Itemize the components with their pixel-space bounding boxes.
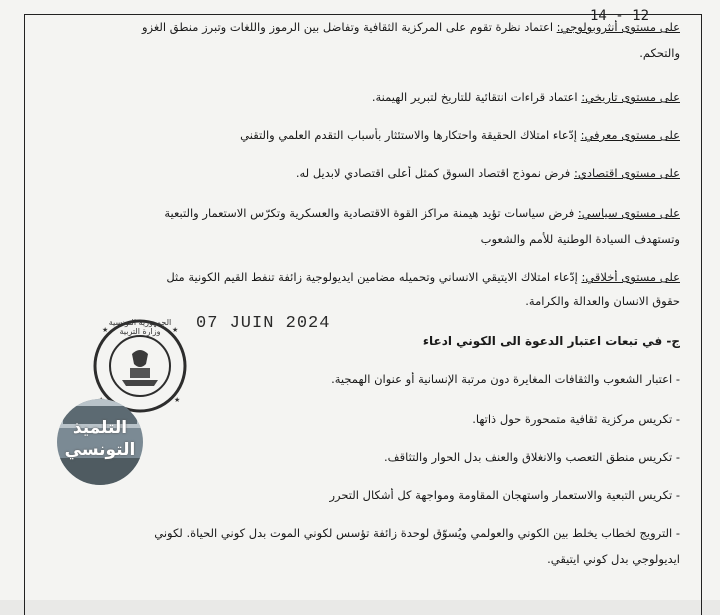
paragraph-text: إدّعاء امتلاك الحقيقة واحتكارها والاستئثار بأسباب التقدم العلمي والتقني xyxy=(240,128,581,142)
paragraph-label: على مستوى أنثروبولوجي: xyxy=(556,20,680,34)
paragraph-political xyxy=(20,206,680,221)
list-item: - تكريس منطق التعصب والانغلاق والعنف بدل الحوار والتثاقف. xyxy=(384,450,680,464)
paragraph-ethical xyxy=(20,270,680,285)
watermark-text-bottom: التونسي xyxy=(64,440,136,460)
svg-text:★: ★ xyxy=(174,396,181,404)
paragraph-label: على مستوى معرفي: xyxy=(580,128,680,142)
paragraph-continuation: ايديولوجي بدل كوني ايتيقي. xyxy=(547,552,680,566)
paragraph-label: على مستوى تاريخي: xyxy=(581,90,680,104)
list-item: - تكريس مركزية ثقافية متمحورة حول ذاتها. xyxy=(472,412,680,426)
svg-text:★: ★ xyxy=(102,326,109,334)
date-stamp: 07 JUIN 2024 xyxy=(196,314,331,333)
paragraph-text: فرض نموذج اقتصاد السوق كمثل أعلى اقتصادي لابديل له. xyxy=(295,166,574,180)
stamp-text: الجمهورية التونسية وزارة التربية xyxy=(108,318,172,336)
paragraph-text: فرض سياسات تؤيد هيمنة مراكز القوة الاقتصادية والعسكرية وتكرّس الاستعمار والتبعية xyxy=(164,206,578,220)
paragraph-continuation: والتحكم. xyxy=(639,46,680,60)
paragraph-continuation: وتستهدف السيادة الوطنية للأمم والشعوب xyxy=(480,232,680,246)
svg-text:★: ★ xyxy=(172,326,179,334)
paragraph-continuation: حقوق الانسان والعدالة والكرامة. xyxy=(525,294,680,308)
paragraph-historical xyxy=(20,90,680,105)
paragraph-label: على مستوى اقتصادي: xyxy=(573,166,680,180)
paragraph-label: على مستوى أخلاقي: xyxy=(581,270,680,284)
section-heading: ج- في تبعات اعتبار الدعوة الى الكوني ادعاء xyxy=(422,334,680,348)
list-item: - اعتبار الشعوب والثقافات المغايرة دون مرتبة الإنسانية أو عنوان الهمجية. xyxy=(331,372,680,386)
paragraph-label: على مستوى سياسي: xyxy=(577,206,680,220)
paragraph-text: اعتماد قراءات انتقائية للتاريخ لتبرير الهيمنة. xyxy=(371,90,582,104)
list-item: - الترويج لخطاب يخلط بين الكوني والعولمي ويُسوّق لوحدة زائفة تؤسس لكوني الموت بدل كوني الحياة. لكوني xyxy=(154,526,680,540)
paragraph-anthropological xyxy=(20,20,680,35)
paragraph-economic xyxy=(20,166,680,181)
paragraph-epistemic xyxy=(20,128,680,143)
watermark-text-top: التلميذ xyxy=(72,418,128,438)
list-item: - تكريس التبعية والاستعمار واستهجان المقاومة ومواجهة كل أشكال التحرر xyxy=(329,488,680,502)
paragraph-text: اعتماد نظرة تقوم على المركزية الثقافية وتفاضل بين الرموز واللغات وتبرز منطق الغزو xyxy=(141,20,557,34)
paragraph-text: إدّعاء امتلاك الايتيقي الانساني وتحميله مضامين ايديولوجية زائفة تنفط القيم الكونية مثل xyxy=(166,270,582,284)
page-number: 14 - 12 xyxy=(590,8,650,24)
